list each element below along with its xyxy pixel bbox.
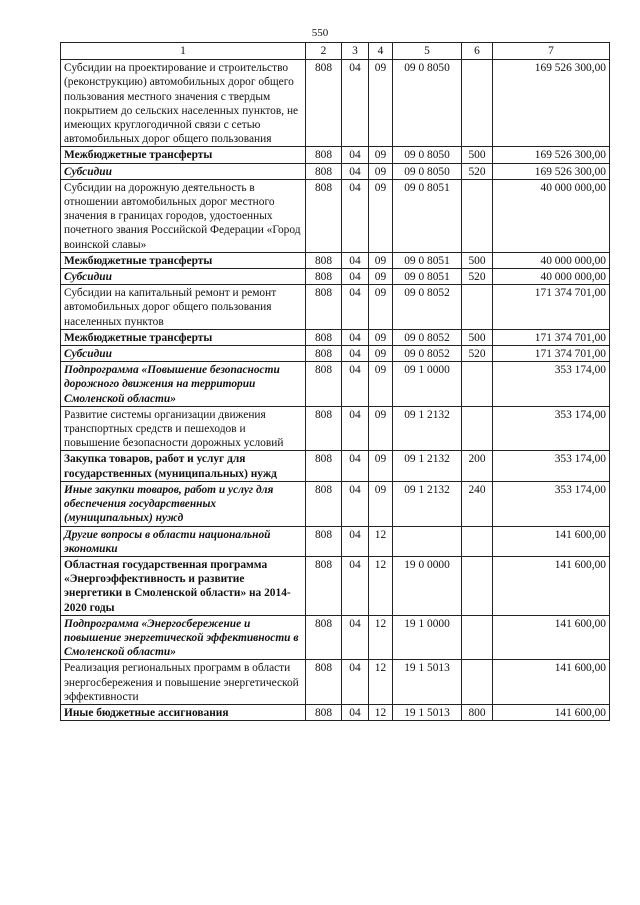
target-article-cell: 19 1 0000	[393, 615, 462, 660]
section-cell: 04	[342, 285, 369, 330]
amount-cell: 141 600,00	[493, 526, 610, 556]
section-cell: 04	[342, 346, 369, 362]
table-row	[61, 163, 610, 179]
subsection-cell: 09	[369, 481, 393, 526]
table-row	[61, 346, 610, 362]
admin-code-cell: 808	[306, 147, 342, 163]
target-article-cell: 09 1 2132	[393, 451, 462, 481]
table-row	[61, 526, 610, 556]
admin-code-cell: 808	[306, 329, 342, 345]
budget-table	[60, 42, 610, 721]
admin-code-cell: 808	[306, 406, 342, 451]
section-cell: 04	[342, 704, 369, 720]
target-article-cell: 19 1 5013	[393, 704, 462, 720]
target-article-cell: 09 0 8050	[393, 163, 462, 179]
amount-cell: 141 600,00	[493, 556, 610, 615]
subsection-cell: 09	[369, 362, 393, 407]
amount-cell: 169 526 300,00	[493, 147, 610, 163]
admin-code-cell: 808	[306, 704, 342, 720]
amount-cell: 353 174,00	[493, 406, 610, 451]
subsection-cell: 12	[369, 704, 393, 720]
table-row	[61, 406, 610, 451]
subsection-cell: 09	[369, 147, 393, 163]
header-row	[61, 43, 610, 60]
admin-code-cell: 808	[306, 163, 342, 179]
table-row	[61, 660, 610, 705]
section-cell: 04	[342, 60, 369, 147]
amount-cell: 169 526 300,00	[493, 163, 610, 179]
table-row	[61, 147, 610, 163]
expense-type-cell: 520	[462, 346, 493, 362]
expense-type-cell: 500	[462, 329, 493, 345]
subsection-cell: 09	[369, 179, 393, 252]
row-name-cell: Областная государственная программа «Энергоэффективность и развитие энергетики в Смоленской области» на 2014-2020 годы	[61, 556, 306, 615]
table-row	[61, 179, 610, 252]
target-article-cell: 09 0 8050	[393, 60, 462, 147]
section-cell: 04	[342, 329, 369, 345]
row-name-cell: Развитие системы организации движения транспортных средств и пешеходов и повышение безопасности дорожных условий	[61, 406, 306, 451]
expense-type-cell: 520	[462, 269, 493, 285]
target-article-cell: 19 1 5013	[393, 660, 462, 705]
subsection-cell: 12	[369, 526, 393, 556]
admin-code-cell: 808	[306, 526, 342, 556]
target-article-cell: 09 0 8051	[393, 179, 462, 252]
target-article-cell: 09 0 8050	[393, 147, 462, 163]
subsection-cell: 09	[369, 163, 393, 179]
page-number: 550	[311, 27, 329, 39]
subsection-cell: 12	[369, 556, 393, 615]
table-row	[61, 704, 610, 720]
header-cell: 6	[462, 43, 493, 60]
expense-type-cell	[462, 660, 493, 705]
row-name-cell: Субсидии	[61, 163, 306, 179]
target-article-cell: 09 1 2132	[393, 481, 462, 526]
amount-cell: 353 174,00	[493, 481, 610, 526]
table-row	[61, 285, 610, 330]
subsection-cell: 09	[369, 269, 393, 285]
expense-type-cell: 500	[462, 252, 493, 268]
subsection-cell: 09	[369, 329, 393, 345]
amount-cell: 141 600,00	[493, 615, 610, 660]
expense-type-cell	[462, 556, 493, 615]
table-row	[61, 362, 610, 407]
row-name-cell: Иные бюджетные ассигнования	[61, 704, 306, 720]
target-article-cell	[393, 526, 462, 556]
table-row	[61, 481, 610, 526]
section-cell: 04	[342, 451, 369, 481]
expense-type-cell: 800	[462, 704, 493, 720]
row-name-cell: Субсидии на дорожную деятельность в отношении автомобильных дорог местного значения в границах городов, удостоенных почетного звания Российской Федерации «Город воинской славы»	[61, 179, 306, 252]
amount-cell: 171 374 701,00	[493, 285, 610, 330]
row-name-cell: Субсидии на капитальный ремонт и ремонт автомобильных дорог общего пользования населенных пунктов	[61, 285, 306, 330]
subsection-cell: 09	[369, 60, 393, 147]
row-name-cell: Закупка товаров, работ и услуг для государственных (муниципальных) нужд	[61, 451, 306, 481]
amount-cell: 169 526 300,00	[493, 60, 610, 147]
section-cell: 04	[342, 147, 369, 163]
header-cell: 3	[342, 43, 369, 60]
target-article-cell: 19 0 0000	[393, 556, 462, 615]
amount-cell: 171 374 701,00	[493, 346, 610, 362]
amount-cell: 40 000 000,00	[493, 179, 610, 252]
target-article-cell: 09 0 8051	[393, 252, 462, 268]
amount-cell: 353 174,00	[493, 451, 610, 481]
admin-code-cell: 808	[306, 60, 342, 147]
admin-code-cell: 808	[306, 362, 342, 407]
expense-type-cell	[462, 406, 493, 451]
subsection-cell: 09	[369, 346, 393, 362]
table-row	[61, 556, 610, 615]
subsection-cell: 09	[369, 252, 393, 268]
section-cell: 04	[342, 526, 369, 556]
subsection-cell: 12	[369, 615, 393, 660]
section-cell: 04	[342, 252, 369, 268]
expense-type-cell: 500	[462, 147, 493, 163]
header-cell: 7	[493, 43, 610, 60]
expense-type-cell	[462, 526, 493, 556]
section-cell: 04	[342, 615, 369, 660]
row-name-cell: Субсидии	[61, 346, 306, 362]
section-cell: 04	[342, 269, 369, 285]
header-cell: 1	[61, 43, 306, 60]
section-cell: 04	[342, 660, 369, 705]
target-article-cell: 09 0 8052	[393, 329, 462, 345]
table-row	[61, 451, 610, 481]
table-row	[61, 615, 610, 660]
subsection-cell: 12	[369, 660, 393, 705]
subsection-cell: 09	[369, 406, 393, 451]
amount-cell: 141 600,00	[493, 704, 610, 720]
expense-type-cell	[462, 362, 493, 407]
row-name-cell: Иные закупки товаров, работ и услуг для обеспечения государственных (муниципальных) нужд	[61, 481, 306, 526]
header-cell: 5	[393, 43, 462, 60]
admin-code-cell: 808	[306, 269, 342, 285]
admin-code-cell: 808	[306, 451, 342, 481]
expense-type-cell	[462, 179, 493, 252]
amount-cell: 141 600,00	[493, 660, 610, 705]
row-name-cell: Межбюджетные трансферты	[61, 147, 306, 163]
admin-code-cell: 808	[306, 285, 342, 330]
section-cell: 04	[342, 163, 369, 179]
subsection-cell: 09	[369, 451, 393, 481]
admin-code-cell: 808	[306, 346, 342, 362]
row-name-cell: Подпрограмма «Энергосбережение и повышение энергетической эффективности в Смоленской области»	[61, 615, 306, 660]
row-name-cell: Другие вопросы в области национальной экономики	[61, 526, 306, 556]
amount-cell: 353 174,00	[493, 362, 610, 407]
expense-type-cell	[462, 615, 493, 660]
target-article-cell: 09 0 8052	[393, 346, 462, 362]
target-article-cell: 09 1 2132	[393, 406, 462, 451]
row-name-cell: Межбюджетные трансферты	[61, 252, 306, 268]
row-name-cell: Подпрограмма «Повышение безопасности дорожного движения на территории Смоленской области»	[61, 362, 306, 407]
section-cell: 04	[342, 362, 369, 407]
table-row	[61, 329, 610, 345]
amount-cell: 40 000 000,00	[493, 269, 610, 285]
row-name-cell: Субсидии	[61, 269, 306, 285]
expense-type-cell	[462, 285, 493, 330]
section-cell: 04	[342, 179, 369, 252]
row-name-cell: Межбюджетные трансферты	[61, 329, 306, 345]
section-cell: 04	[342, 406, 369, 451]
admin-code-cell: 808	[306, 252, 342, 268]
expense-type-cell	[462, 60, 493, 147]
table-row	[61, 60, 610, 147]
admin-code-cell: 808	[306, 481, 342, 526]
expense-type-cell: 200	[462, 451, 493, 481]
header-cell: 2	[306, 43, 342, 60]
expense-type-cell: 520	[462, 163, 493, 179]
amount-cell: 171 374 701,00	[493, 329, 610, 345]
admin-code-cell: 808	[306, 556, 342, 615]
header-cell: 4	[369, 43, 393, 60]
section-cell: 04	[342, 556, 369, 615]
target-article-cell: 09 0 8051	[393, 269, 462, 285]
subsection-cell: 09	[369, 285, 393, 330]
row-name-cell: Реализация региональных программ в области энергосбережения и повышение энергетической эффективности	[61, 660, 306, 705]
table-row	[61, 269, 610, 285]
target-article-cell: 09 1 0000	[393, 362, 462, 407]
admin-code-cell: 808	[306, 660, 342, 705]
admin-code-cell: 808	[306, 615, 342, 660]
admin-code-cell: 808	[306, 179, 342, 252]
table-row	[61, 252, 610, 268]
row-name-cell: Субсидии на проектирование и строительство (реконструкцию) автомобильных дорог общего пользования местного значения с твердым покрытием до сельских населенных пунктов, не имеющих круглогодичной связи с сетью автомобильных дорог общего пользования	[61, 60, 306, 147]
expense-type-cell: 240	[462, 481, 493, 526]
target-article-cell: 09 0 8052	[393, 285, 462, 330]
amount-cell: 40 000 000,00	[493, 252, 610, 268]
section-cell: 04	[342, 481, 369, 526]
